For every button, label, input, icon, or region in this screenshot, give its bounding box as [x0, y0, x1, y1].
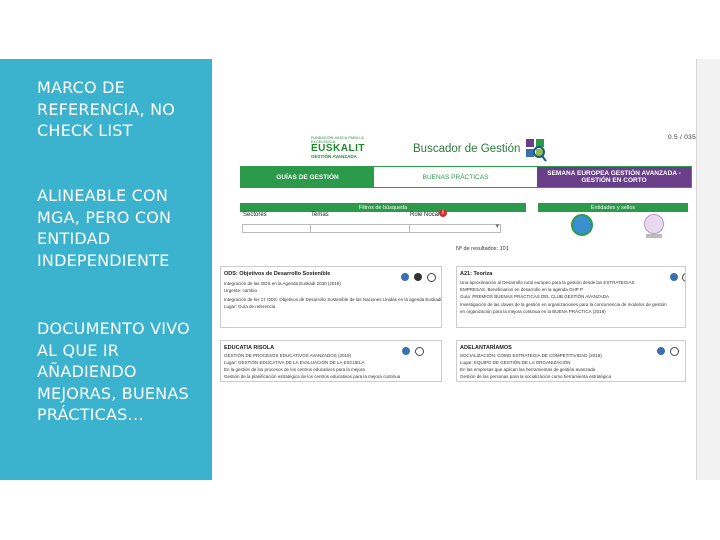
- tema-label: Temas: [311, 212, 329, 218]
- card-line: Integración de las ODS en la Agenda Euskadi 2030 (2019): [224, 281, 341, 286]
- card-line: Una aproximación al Desarrollo rural europeo para la gestión desde las ESTRATEGIAS: [460, 280, 635, 285]
- card-line: SOCIALIZACIÓN: COMO ESTRATEGIA DE COMPETITIVIDAD (2019): [460, 353, 602, 358]
- page-title: Buscador de Gestión: [413, 143, 521, 155]
- logo-brand: EUSKALIT: [311, 143, 365, 154]
- tab-semana-europea[interactable]: SEMANA EUROPEA GESTIÓN AVANZADA - GESTIÓN EN CORTO: [537, 167, 691, 187]
- card-line: En las empresas que aplican las herramientas de gestión avanzada: [460, 367, 596, 372]
- award-label-bar: [646, 234, 662, 238]
- card-line: Integración de los 17 ODS: Objetivos de Desarrollo Sostenible de las Naciones Unidas en la agenda Euskadi: [224, 297, 442, 302]
- tab-bar: [240, 166, 692, 188]
- tab-guias[interactable]: GUÍAS DE GESTIÓN: [241, 167, 374, 187]
- tab-buenas-practicas[interactable]: BUENAS PRÁCTICAS: [374, 167, 537, 187]
- seals-header: Entidades y sellos: [538, 203, 688, 212]
- card-line: Lugar: GESTIÓN EDUCATIVA DE LA EVALUACIÓN DE LA ESCUELA: [224, 360, 365, 365]
- card-line: Urgente: cambio: [224, 288, 258, 293]
- award-badge-icon[interactable]: [644, 214, 664, 234]
- ods-icon[interactable]: [670, 273, 678, 281]
- card-line: Investigación de las claves de la gestión en organizaciones para la concurrencia de modelos de gestión: [460, 302, 667, 307]
- card-line: Guía: PREMIOS BUENAS PRÁCTICAS DEL CLUB GESTIÓN AVANZADA: [460, 294, 609, 299]
- logo-line3: GESTIÓN AVANZADA: [311, 154, 357, 159]
- card-line: en organización para la mejora continua en la BUENA PRÁCTICA (2018): [460, 309, 606, 314]
- euskalit-logo[interactable]: [311, 136, 375, 158]
- seal-badge-icon[interactable]: [571, 214, 593, 236]
- ods-icon[interactable]: [402, 347, 410, 355]
- slide-bullet-1: MARCO DE REFERENCIA, NO CHECK LIST: [37, 78, 176, 140]
- card-line: Lugar: Guía de referencia: [224, 304, 276, 309]
- role-label: Role Nocal: [410, 212, 440, 218]
- tag-icon[interactable]: [414, 273, 422, 281]
- card-line: GESTIÓN DE PROCESOS EDUCATIVOS AVANZADOS (2019): [224, 353, 352, 358]
- card-title: ODS: Objetivos de Desarrollo Sostenible: [224, 271, 331, 277]
- card-line: Lugar: EQUIPO DE GESTIÓN DE LA ORGANIZACIÓN: [460, 360, 571, 365]
- card-line: Gestión de las personas para la socialización como herramienta estratégica: [460, 374, 612, 379]
- page-counter: 0.5 / 035: [668, 134, 696, 141]
- card-title: EDUCATIA RISOLA: [224, 345, 275, 351]
- document-icon[interactable]: [670, 347, 679, 356]
- result-card[interactable]: [456, 340, 686, 382]
- card-line: Gestión de la planificación estratégica de los centros educativos para la mejora continua: [224, 374, 401, 379]
- logo-line1: FUNDACIÓN VASCA PARA LA EXCELENCIA: [311, 136, 364, 144]
- info-icon[interactable]: i: [439, 209, 447, 217]
- role-select[interactable]: [409, 224, 501, 233]
- document-icon[interactable]: [415, 347, 424, 356]
- sector-label: Sectores: [243, 212, 267, 218]
- ods-icon[interactable]: [657, 347, 665, 355]
- card-line: EMPRESAS. Beneficiarios en desarrollo en la agenda GHP P: [460, 287, 583, 292]
- document-icon[interactable]: [427, 273, 436, 282]
- result-card[interactable]: [220, 340, 442, 382]
- document-icon[interactable]: [682, 273, 686, 282]
- card-title: A21: Teoriza: [460, 271, 493, 277]
- result-card[interactable]: [220, 266, 442, 328]
- slide-bullet-3: DOCUMENTO VIVO AL QUE IR AÑADIENDO MEJORAS, BUENAS PRÁCTICAS…: [37, 319, 190, 424]
- search-brand-icon: [522, 137, 548, 163]
- result-card[interactable]: [456, 266, 686, 328]
- card-line: En la gestión de los procesos de los centros educativos para la mejora: [224, 367, 365, 372]
- results-count: Nº de resultados: 101: [456, 246, 509, 252]
- slide-bullet-2: ALINEABLE CON MGA, PERO CON ENTIDAD INDEPENDIENTE: [37, 186, 172, 270]
- browser-scrollbar[interactable]: [696, 59, 720, 480]
- ods-icon[interactable]: [401, 273, 409, 281]
- filters-header: Filtros de búsqueda: [240, 203, 526, 212]
- card-title: ADELANTARÍAMOS: [460, 345, 512, 351]
